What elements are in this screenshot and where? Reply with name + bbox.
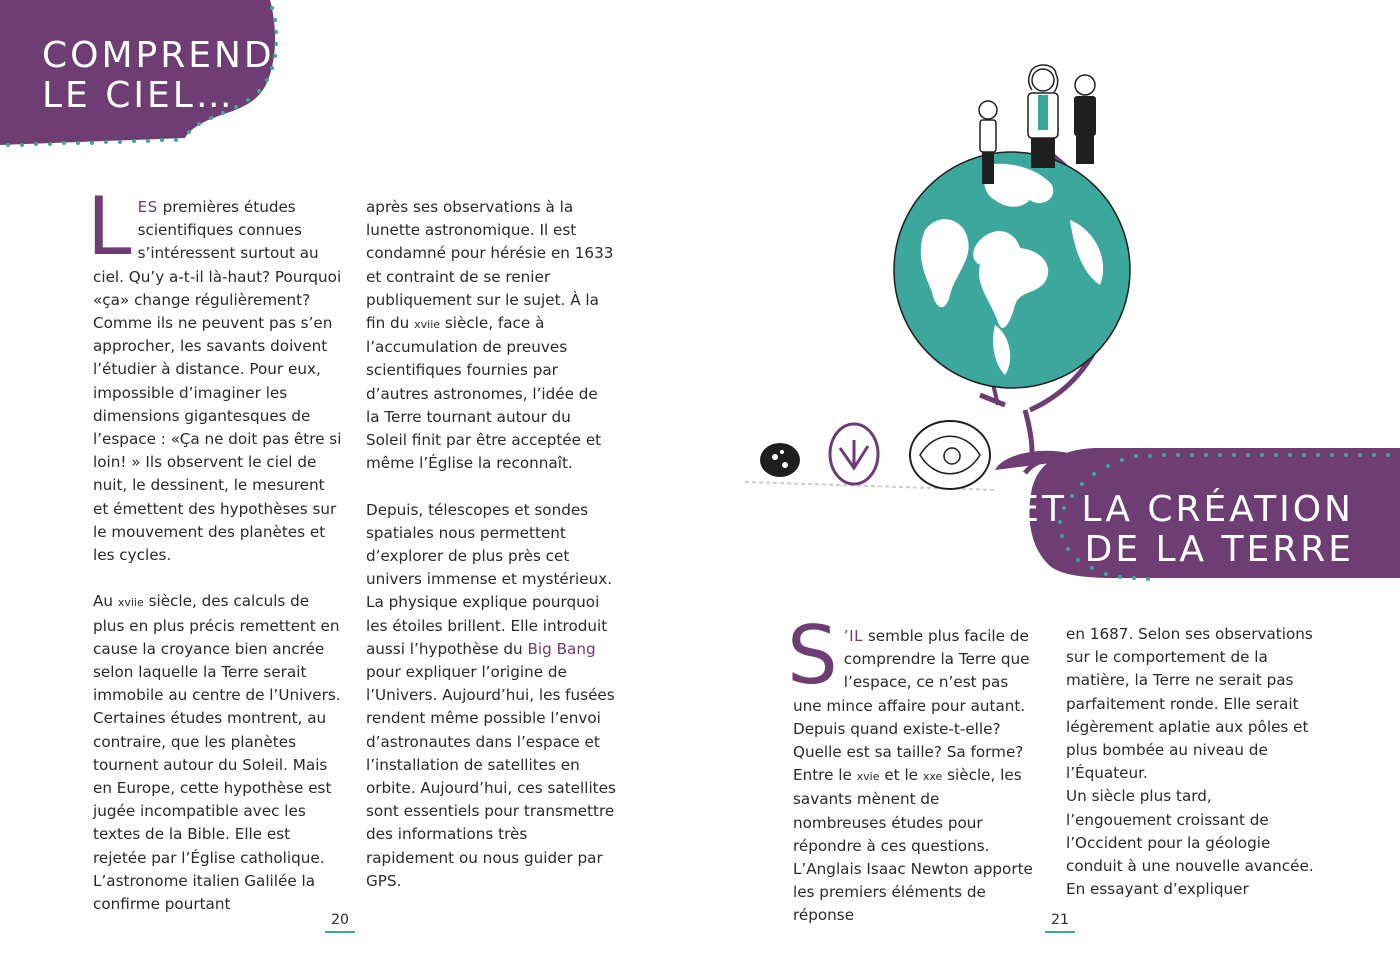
page-number-rule [1045, 931, 1075, 933]
century: xviie [117, 596, 144, 610]
big-bang-term: Big Bang [527, 639, 596, 658]
paragraph-text: premières études scientifiques connues s’intéressent surtout au ciel. Qu’y a-t-il là-haut? Pourquoi «ça» change régulièrement? Comme ils ne peuvent pas s’en approcher, les savants doivent l’étudier à distance. Pour eux, impossible d’imaginer les dimensions gigantesques de l’espace : «Ça ne doit pas être si loin! » Ils observent le ciel de nuit, le dessinent, le mesurent et émettent des hypothèses sur le mouvement des planètes et les cycles. [93, 198, 342, 565]
paragraph-text: Depuis, télescopes et sondes spatiales nous permettent d’explorer de plus près cet univers immense et mystérieux. La physique explique pourquoi les étoiles brillent. Elle introduit aussi l’hypothèse du [366, 500, 613, 658]
paragraph [787, 609, 1033, 928]
title-line: … ET LA CRÉATION [962, 489, 1354, 530]
title-line: COMPRENDRE [42, 35, 329, 76]
page-number-text: 21 [1051, 912, 1069, 928]
paragraph-text: Au [93, 592, 118, 611]
text-column [366, 196, 616, 893]
page-number-text: 20 [331, 912, 349, 928]
page-title-left [42, 36, 328, 115]
page-title-right [963, 490, 1354, 569]
paragraph: Un siècle plus tard, l’engouement croissant de l’Occident pour la géologie conduit à une nouvelle avancée. En essayant d’expliquer [1066, 787, 1314, 899]
title-line: LE CIEL… [42, 74, 235, 116]
century: xviie [414, 318, 441, 332]
paragraph-text: siècle, des calculs de plus en plus précis remettent en cause la croyance bien ancrée selon laquelle la Terre serait immobile au centre de l’Univers. Certaines études montrent, au contraire, que les planètes tournent autour du Soleil. Mais en Europe, cette hypothèse est jugée incompatible avec les textes de la Bible. Elle est rejetée par l’Église catholique. L’astronome italien Galilée la confirme pourtant [93, 592, 341, 914]
page-number-rule [325, 931, 355, 933]
drop-cap: S [787, 609, 838, 702]
page-number-right [1045, 912, 1075, 933]
text-column [1066, 623, 1316, 901]
paragraph-text: siècle, face à l’accumulation de preuves scientifiques fournies par d’autres astronomes, l’idée de la Terre tournant autour du Soleil finit par être acceptée et même l’Église la reconnaît. [366, 314, 602, 473]
drop-cap: L [87, 180, 132, 273]
paragraph: en 1687. Selon ses observations sur le comportement de la matière, la Terre ne serait pas parfaitement ronde. Elle serait légèrement aplatie aux pôles et plus bombée au niveau de l’Équateur. [1066, 625, 1313, 783]
century: xvie [856, 770, 880, 784]
text-column [787, 609, 1033, 928]
paragraph-text: pour expliquer l’origine de l’Univers. Aujourd’hui, les fusées rendent même possible l’envoi d’astronautes dans l’espace et l’installation de satellites en orbite. Aujourd’hui, ces satellites sont essentiels pour transmettre des informations très rapidement ou nous guider par GPS. [366, 663, 616, 890]
century: xxe [922, 770, 943, 784]
lead-in: ’IL [843, 627, 864, 645]
lead-in: ES [137, 198, 158, 216]
paragraph-text: semble plus facile de comprendre la Terre que l’espace, ce n’est pas une mince affaire pour autant. Depuis quand existe-t-elle? Quelle est sa taille? Sa forme? Entre le [793, 627, 1030, 785]
title-line: DE LA TERRE [1084, 528, 1354, 570]
paragraph [93, 590, 343, 916]
paragraph [87, 180, 343, 567]
paragraph-text: et le [879, 766, 923, 785]
paragraph-text: siècle, les savants mènent de nombreuses études pour répondre à ces questions. L’Anglais Isaac Newton apporte les premiers éléments de réponse [793, 766, 1033, 925]
paragraph-text: après ses observations à la lunette astronomique. Il est condamné pour hérésie en 1633 et contraint de se renier publiquement sur le sujet. À la fin du [366, 198, 614, 333]
page-number-left [325, 912, 355, 933]
text-column [87, 180, 343, 916]
rocks-illustration [740, 410, 1000, 500]
paragraph [366, 499, 616, 893]
paragraph [366, 196, 616, 475]
right-page [700, 0, 1400, 980]
